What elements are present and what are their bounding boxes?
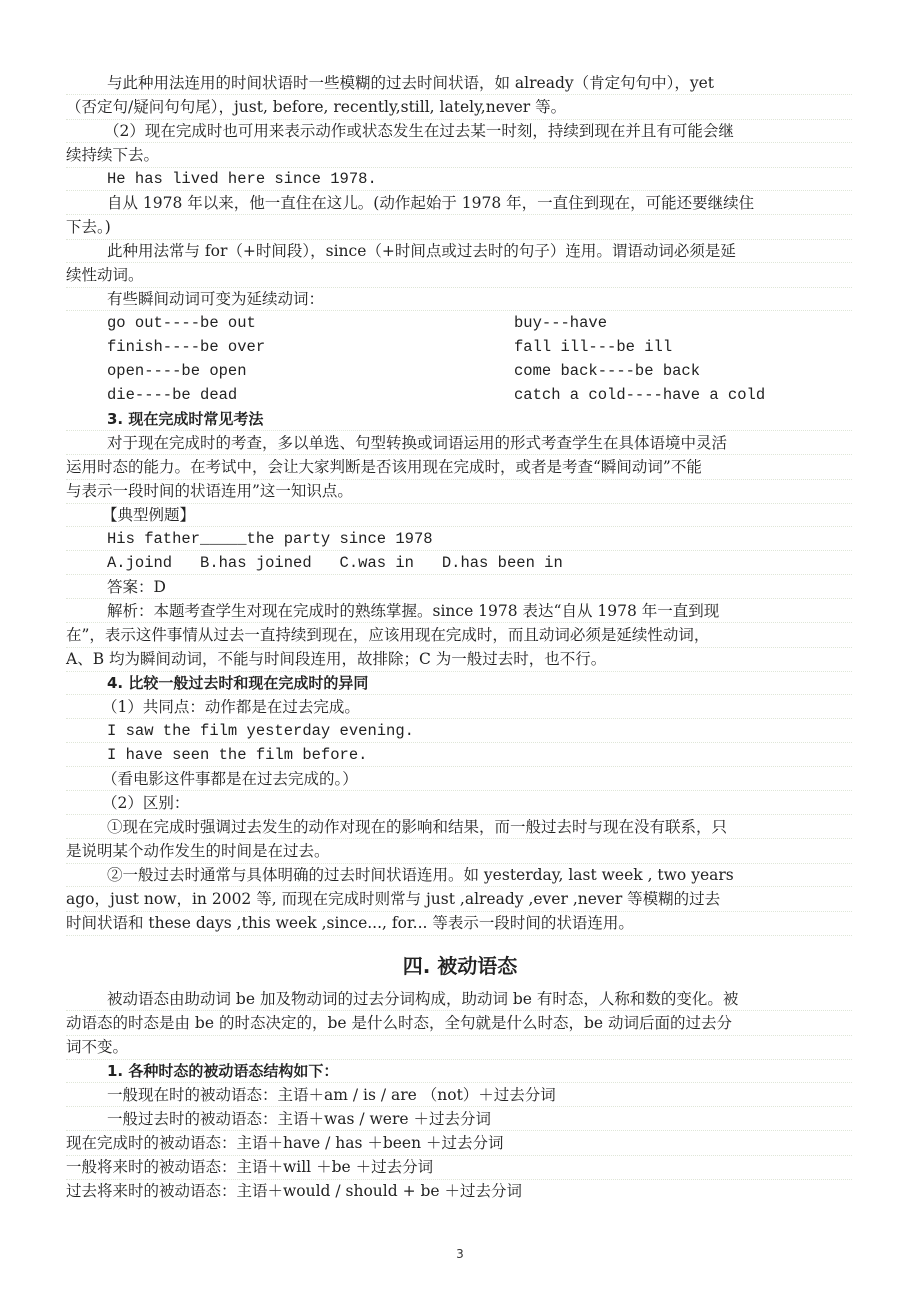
paragraph-line: ago，just now，in 2002 等, 而现在完成时则常与 just ,already ,ever ,never 等模糊的过去 xyxy=(66,887,852,912)
verb-pair: buy---have xyxy=(514,314,608,332)
structure-line: 一般现在时的被动语态：主语＋am / is / are （not）＋过去分词 xyxy=(66,1083,852,1107)
analysis-line: 在”，表示这件事情从过去一直持续到现在，应该用现在完成时，而且动词必须是延续性动词， xyxy=(66,623,852,648)
paragraph-line: （否定句/疑问句句尾），just, before, recently,still, lately,never 等。 xyxy=(66,95,852,120)
paragraph-line: 运用时态的能力。在考试中，会让大家判断是否该用现在完成时，或者是考查“瞬间动词”不能 xyxy=(66,455,852,480)
verb-pair: come back----be back xyxy=(514,362,701,380)
chapter-title: 四. 被动语态 xyxy=(402,954,518,978)
paragraph-line: 被动语态由助动词 be 加及物动词的过去分词构成，助动词 be 有时态，人称和数的变化。被 xyxy=(66,987,852,1011)
verb-pair: finish----be over xyxy=(107,338,266,356)
analysis-line: A、B 均为瞬间动词，不能与时间段连用，故排除；C 为一般过去时，也不行。 xyxy=(66,647,852,672)
paragraph-line: ②一般过去时通常与具体明确的过去时间状语连用。如 yesterday, last week , two years xyxy=(66,863,852,887)
paragraph-line: 动语态的时态是由 be 的时态决定的，be 是什么时态，全句就是什么时态，be 动词后面的过去分 xyxy=(66,1011,852,1036)
paragraph-line: 续持续下去。 xyxy=(66,143,852,168)
paragraph-line: 是说明某个动作发生的时间是在过去。 xyxy=(66,839,852,864)
paragraph-line: 有些瞬间动词可变为延续动词： xyxy=(66,287,852,311)
section-heading: 1. 各种时态的被动语态结构如下： xyxy=(66,1059,852,1083)
verb-pair: open----be open xyxy=(107,362,247,380)
verb-pair: go out----be out xyxy=(107,314,256,332)
options: A.joind B.has joined C.was in D.has been in xyxy=(66,551,852,575)
paragraph-line: 续性动词。 xyxy=(66,263,852,288)
paragraph-line: 对于现在完成时的考查，多以单选、句型转换或词语运用的形式考查学生在具体语境中灵活 xyxy=(66,431,852,455)
structure-line: 现在完成时的被动语态：主语＋have / has ＋been ＋过去分词 xyxy=(66,1131,852,1156)
example-sentence: I have seen the film before. xyxy=(66,743,852,767)
structure-line: 过去将来时的被动语态：主语＋would / should + be ＋过去分词 xyxy=(66,1182,523,1200)
answer: 答案：D xyxy=(66,575,852,599)
structure-line: 一般过去时的被动语态：主语＋was / were ＋过去分词 xyxy=(66,1107,852,1131)
paragraph-line: 与表示一段时间的状语连用”这一知识点。 xyxy=(66,479,852,504)
paragraph-line: 时间状语和 these days ,this week ,since..., for... 等表示一段时间的状语连用。 xyxy=(66,911,852,936)
analysis-line: 解析：本题考查学生对现在完成时的熟练掌握。since 1978 表达“自从 1978 年一直到现 xyxy=(66,599,852,623)
paragraph-line: （2）现在完成时也可用来表示动作或状态发生在过去某一时刻，持续到现在并且有可能会继 xyxy=(66,119,852,143)
paragraph-line: 词不变。 xyxy=(66,1035,852,1060)
page-number: 3 xyxy=(456,1247,464,1261)
paragraph-line: （2）区别： xyxy=(66,791,852,815)
example-label: 【典型例题】 xyxy=(66,503,852,527)
example-sentence: He has lived here since 1978. xyxy=(66,167,852,191)
verb-pair: die----be dead xyxy=(107,386,238,404)
section-heading: 4. 比较一般过去时和现在完成时的异同 xyxy=(66,671,852,695)
paragraph-line: 下去。) xyxy=(66,215,852,240)
example-sentence: I saw the film yesterday evening. xyxy=(66,719,852,743)
paragraph-line: （1）共同点：动作都是在过去完成。 xyxy=(66,695,852,719)
section-heading: 3. 现在完成时常见考法 xyxy=(66,407,852,431)
paragraph-line: （看电影这件事都是在过去完成的。） xyxy=(66,767,852,791)
question: His father_____the party since 1978 xyxy=(66,527,852,551)
paragraph-line: ①现在完成时强调过去发生的动作对现在的影响和结果，而一般过去时与现在没有联系，只 xyxy=(66,815,852,839)
paragraph-line: 此种用法常与 for（+时间段），since（+时间点或过去时的句子）连用。谓语动词必须是延 xyxy=(66,239,852,263)
verb-pair: fall ill---be ill xyxy=(514,338,673,356)
paragraph-line: 自从 1978 年以来，他一直住在这儿。(动作起始于 1978 年，一直住到现在，可能还要继续住 xyxy=(66,191,852,215)
verb-pair: catch a cold----have a cold xyxy=(514,386,766,404)
structure-line: 一般将来时的被动语态：主语＋will ＋be ＋过去分词 xyxy=(66,1155,852,1180)
paragraph-line: 与此种用法连用的时间状语时一些模糊的过去时间状语，如 already（肯定句句中），yet xyxy=(66,71,852,95)
